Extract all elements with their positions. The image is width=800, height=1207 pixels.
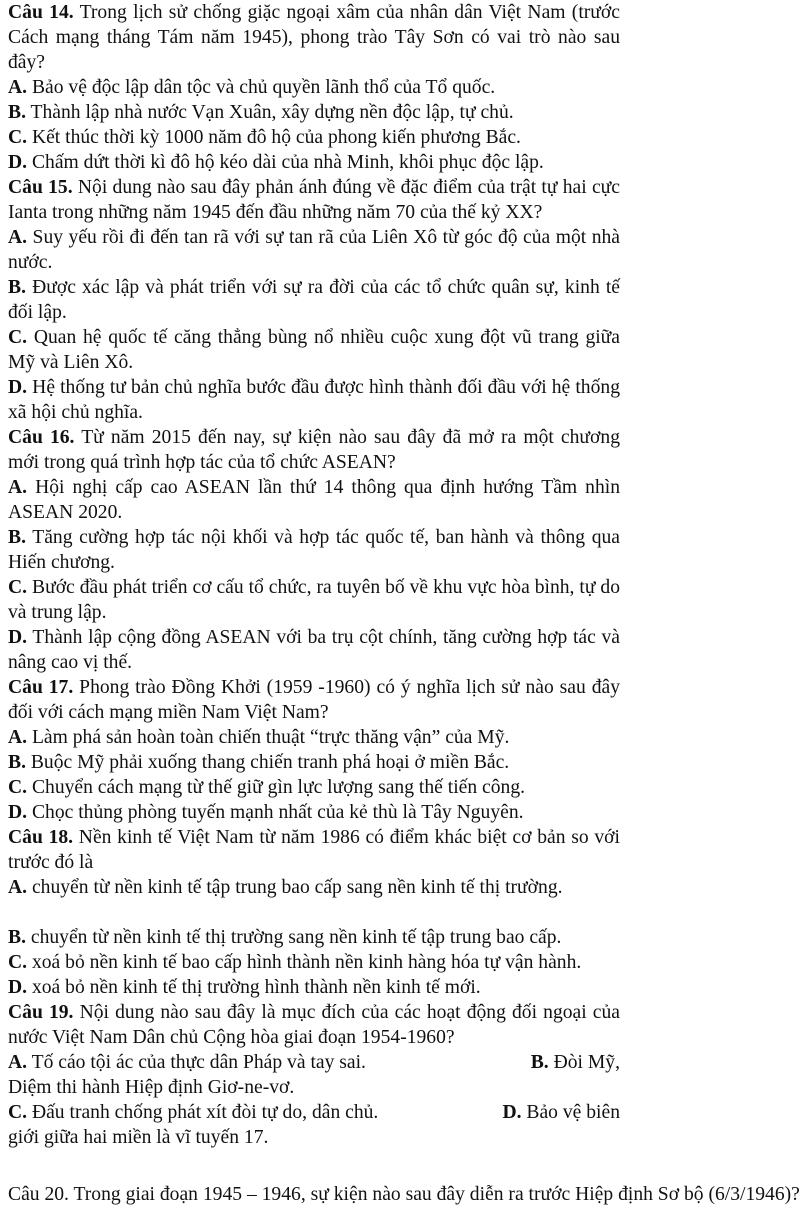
option-d (8, 975, 620, 1000)
question-text: Trong lịch sử chống giặc ngoại xâm của nhân dân Việt Nam (trước Cách mạng tháng Tám năm 1945), phong trào Tây Sơn có vai trò nào sau đây? (8, 2, 620, 73)
question-stem (8, 0, 620, 75)
question-number: Câu 17. (8, 677, 74, 698)
option-c (8, 1100, 378, 1125)
question-text: Nội dung nào sau đây phản ánh đúng về đặc điểm của trật tự hai cực Ianta trong những năm 1945 đến đầu những năm 70 của thế kỷ XX? (8, 177, 620, 223)
option-text: Hội nghị cấp cao ASEAN lần thứ 14 thông qua định hướng Tầm nhìn ASEAN 2020. (8, 477, 620, 523)
question-number: Câu 14. (8, 2, 74, 23)
question-number: Câu 16. (8, 427, 75, 448)
option-text: Đấu tranh chống phát xít đòi tự do, dân chủ. (27, 1102, 379, 1123)
option-text: Được xác lập và phát triển với sự ra đời của các tổ chức quân sự, kinh tế đối lập. (8, 277, 620, 323)
question-text: Nội dung nào sau đây là mục đích của các hoạt động đối ngoại của nước Việt Nam Dân chủ Cộng hòa giai đoạn 1954-1960? (8, 1002, 620, 1048)
option-label: B. (8, 927, 26, 948)
option-label: A. (8, 227, 28, 248)
question-text: Phong trào Đồng Khởi (1959 -1960) có ý nghĩa lịch sử nào sau đây đối với cách mạng miền Nam Việt Nam? (8, 677, 620, 723)
cutoff-next-question: Câu 20. Trong giai đoạn 1945 – 1946, sự kiện nào sau đây diễn ra trước Hiệp định Sơ bộ (6/3/1946)? (8, 1184, 800, 1205)
option-a (8, 875, 620, 900)
option-b (531, 1050, 620, 1075)
question-16 (8, 425, 620, 675)
option-label: C. (8, 952, 28, 973)
option-text: Tăng cường hợp tác nội khối và hợp tác quốc tế, ban hành và thông qua Hiến chương. (8, 527, 620, 573)
option-text: xoá bỏ nền kinh tế thị trường hình thành nền kinh tế mới. (27, 977, 481, 998)
option-label: C. (8, 127, 28, 148)
option-label: C. (8, 577, 28, 598)
question-number: Câu 18. (8, 827, 74, 848)
option-text: Chọc thủng phòng tuyến mạnh nhất của kẻ thù là Tây Nguyên. (27, 802, 524, 823)
option-c (8, 125, 620, 150)
option-label: C. (8, 1102, 28, 1123)
question-19 (8, 1000, 620, 1150)
option-a (8, 225, 620, 275)
option-a (8, 75, 620, 100)
option-label: D. (8, 802, 28, 823)
option-d (8, 150, 620, 175)
option-d (8, 800, 620, 825)
option-label: A. (8, 77, 28, 98)
option-d (502, 1100, 620, 1125)
option-text: Thành lập cộng đồng ASEAN với ba trụ cột chính, tăng cường hợp tác và nâng cao vị thế. (8, 627, 620, 673)
option-text: Chấm dứt thời kì đô hộ kéo dài của nhà Minh, khôi phục độc lập. (27, 152, 544, 173)
option-c (8, 950, 620, 975)
option-b (8, 525, 620, 575)
question-text: Nền kinh tế Việt Nam từ năm 1986 có điểm khác biệt cơ bản so với trước đó là (8, 827, 620, 873)
option-c (8, 775, 620, 800)
question-number: Câu 15. (8, 177, 73, 198)
option-text: Buộc Mỹ phải xuống thang chiến tranh phá hoại ở miền Bắc. (25, 752, 510, 773)
option-label: C. (8, 777, 28, 798)
option-label: A. (8, 727, 28, 748)
option-label: A. (8, 1052, 28, 1073)
option-label: C. (8, 327, 28, 348)
option-text: chuyển từ nền kinh tế thị trường sang nền kinh tế tập trung bao cấp. (25, 927, 562, 948)
option-label: A. (8, 477, 28, 498)
question-text: Từ năm 2015 đến nay, sự kiện nào sau đây đã mở ra một chương mới trong quá trình hợp tác của tổ chức ASEAN? (8, 427, 620, 473)
option-b (8, 925, 620, 950)
option-text: Suy yếu rồi đi đến tan rã với sự tan rã của Liên Xô từ góc độ của một nhà nước. (8, 227, 620, 273)
option-b (8, 275, 620, 325)
option-text: Quan hệ quốc tế căng thẳng bùng nổ nhiều cuộc xung đột vũ trang giữa Mỹ và Liên Xô. (8, 327, 620, 373)
option-label: D. (8, 977, 28, 998)
question-17 (8, 675, 620, 825)
option-text: Kết thúc thời kỳ 1000 năm đô hộ của phong kiến phương Bắc. (27, 127, 521, 148)
option-c (8, 325, 620, 375)
blank-line (8, 900, 620, 925)
option-text: Bước đầu phát triển cơ cấu tổ chức, ra tuyên bố về khu vực hòa bình, tự do và trung lập. (8, 577, 620, 623)
option-label: D. (8, 152, 28, 173)
option-text: Bảo vệ độc lập dân tộc và chủ quyền lãnh thổ của Tổ quốc. (27, 77, 496, 98)
option-c (8, 575, 620, 625)
question-stem (8, 675, 620, 725)
question-stem (8, 175, 620, 225)
option-label: B. (8, 102, 26, 123)
option-a (8, 1050, 366, 1075)
option-label: B. (8, 527, 26, 548)
option-text: chuyển từ nền kinh tế tập trung bao cấp sang nền kinh tế thị trường. (27, 877, 563, 898)
option-text: Bảo vệ biên (521, 1102, 620, 1123)
option-label: A. (8, 877, 28, 898)
option-label: D. (8, 377, 28, 398)
option-a (8, 725, 620, 750)
option-a (8, 475, 620, 525)
question-18 (8, 825, 620, 1000)
option-label: B. (8, 277, 26, 298)
option-text: Làm phá sản hoàn toàn chiến thuật “trực thăng vận” của Mỹ. (27, 727, 510, 748)
option-b (8, 750, 620, 775)
option-b-continued: Diệm thi hành Hiệp định Giơ-ne-vơ. (8, 1077, 295, 1098)
question-14 (8, 0, 620, 175)
option-text: Thành lập nhà nước Vạn Xuân, xây dựng nền độc lập, tự chủ. (25, 102, 514, 123)
option-b (8, 100, 620, 125)
option-text: xoá bỏ nền kinh tế bao cấp hình thành nền kinh hàng hóa tự vận hành. (27, 952, 582, 973)
option-text: Tố cáo tội ác của thực dân Pháp và tay sai. (27, 1052, 366, 1073)
option-label: B. (8, 752, 26, 773)
option-label: D. (8, 627, 28, 648)
question-15 (8, 175, 620, 425)
option-d-continued: giới giữa hai miền là vĩ tuyến 17. (8, 1127, 269, 1148)
option-row-cd (8, 1100, 620, 1125)
option-text: Hệ thống tư bản chủ nghĩa bước đầu được hình thành đối đầu với hệ thống xã hội chủ nghĩa. (8, 377, 620, 423)
option-d (8, 375, 620, 425)
option-text: Đòi Mỹ, (548, 1052, 620, 1073)
option-label: B. (530, 1052, 549, 1073)
option-label: D. (502, 1102, 522, 1123)
exam-page (8, 0, 620, 1150)
option-d (8, 625, 620, 675)
option-text: Chuyển cách mạng từ thế giữ gìn lực lượng sang thế tiến công. (27, 777, 526, 798)
question-stem (8, 1000, 620, 1050)
option-row-ab (8, 1050, 620, 1075)
question-number: Câu 19. (8, 1002, 74, 1023)
question-stem (8, 425, 620, 475)
question-stem (8, 825, 620, 875)
